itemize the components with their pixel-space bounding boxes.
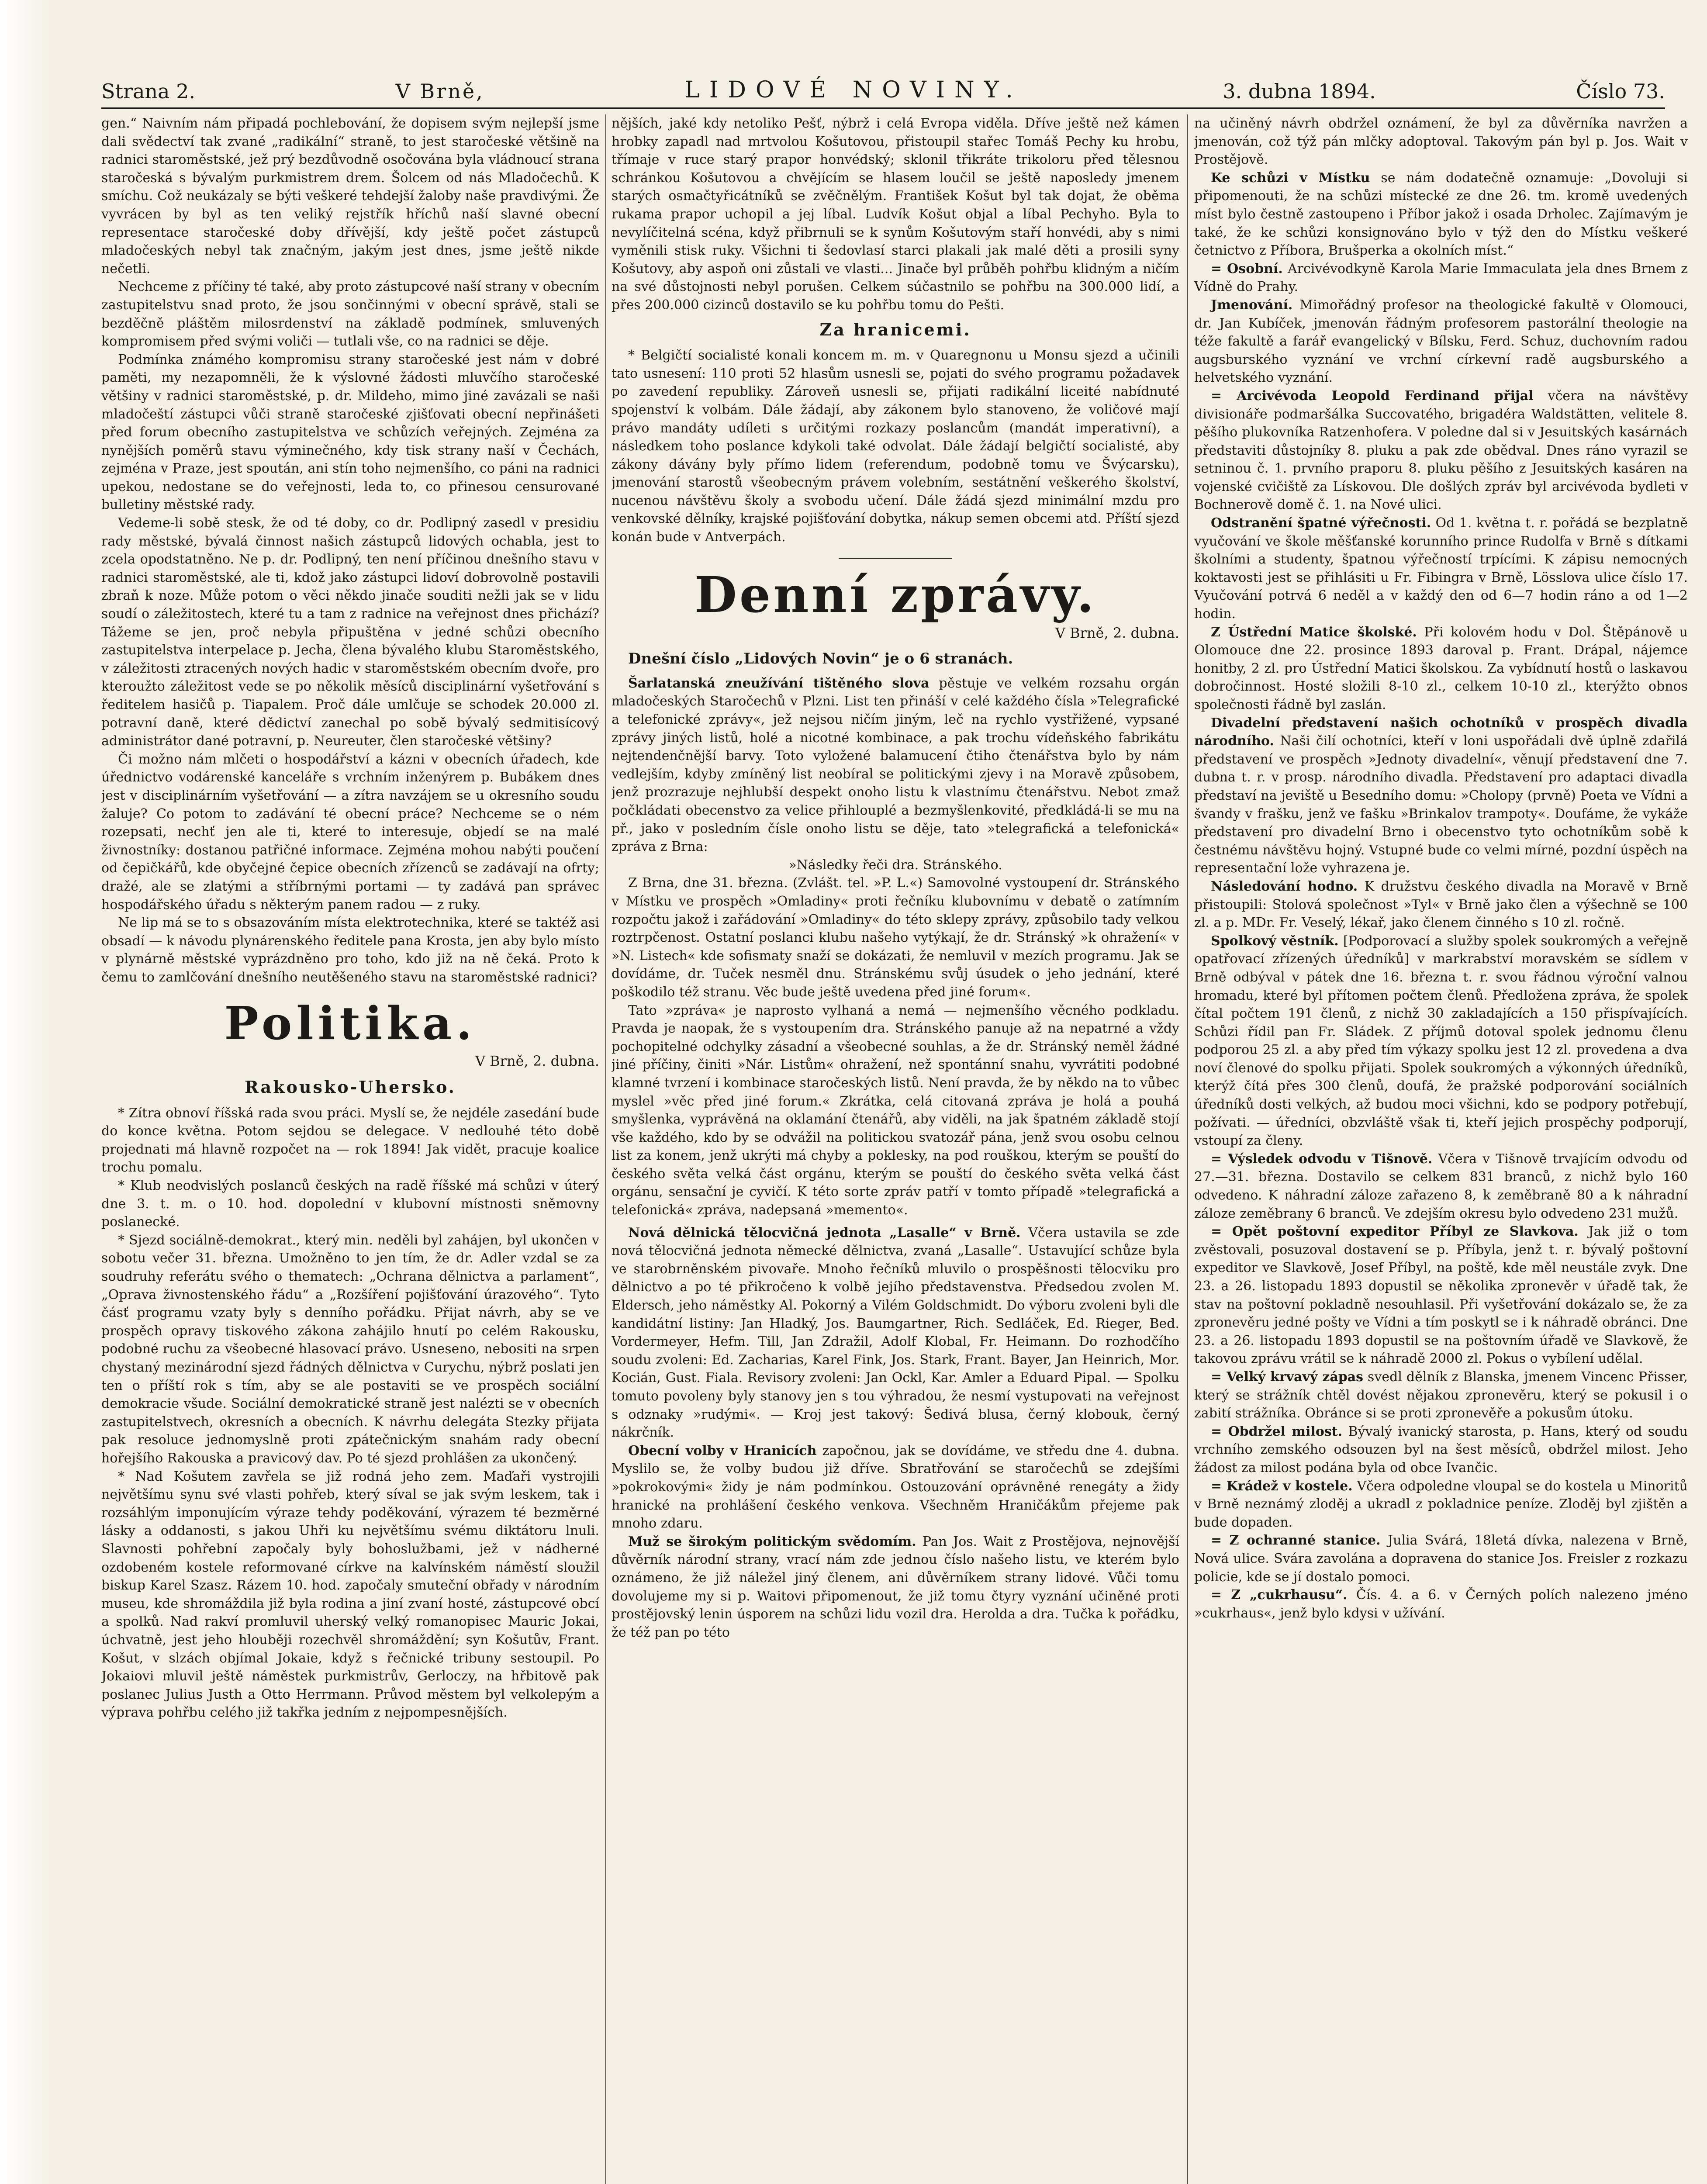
news-body: Julia Svárá, 18letá dívka, nalezena v Brně, Nová ulice. Svára zavolána a dopravena do stanice Jos. Freisler z rozkazu policie, kde se jí dostalo pomoci. [1194,1533,1688,1585]
news-body: započnou, jak se dovídáme, ve středu dne 4. dubna. Myslilo se, že volby budou již dříve. Sbratřování se staročechů se zdejšími »pokrokovými« židy je nám podmínkou. Ostouzování oprávněné renegáty a židy hranické na prohlášení českého venkova. Všechněm Hraničákům přejeme pak mnoho zdaru. [612,1443,1179,1531]
header-city: V Brně, [395,79,484,103]
news-item: * Zítra obnoví říšská rada svou práci. Myslí se, že nejdéle zasedání bude do konce května. Potom sejdou se delegace. V nedlouhé této době projednati má hlavně rozpočet na — rok 1894! Jak vidět, pracuje koalice trochu pomalu. [101,1105,599,1175]
news-body: Včera ustavila se zde nová tělocvičná jednota německé dělnictva, zvaná „Lasalle“. Ustavující schůze byla ve starobrněnském pivovaře. Mnoho řečníků mluvilo o prospěšnosti tělocviku pro dělnictvo a po té přikročeno k volbě jejího představenstva. Předsedou zvolen M. Eldersch, jeho náměstky Al. Pokorný a Vilém Goldschmidt. Do výboru zvoleni byli dle kandidátní listiny: Jan Hladký, Jos. Baumgartner, Rich. Sedláček, Ed. Rieger, Bed. Vordermeyer, Hefm. Till, Jan Zdražil, Adolf Klobal, Fr. Heimann. Do rozhodčího soudu zvoleni: Ed. Zacharias, Karel Fink, Jos. Stark, Frant. Bayer, Jan Heinrich, Mor. Kocián, Gust. Fiala. Revisory zvoleni: Jan Ockl, Kar. Amler a Eduard Pipal. — Spolku tomuto povoleny byly stanovy jen s tou výhradou, že nesmí vystupovati na veřejnost s odznaky »rudými«. — Kroj jest takový: Šedivá blusa, černý klobouk, černý nákrčník. [612,1225,1179,1441]
news-body: Jak již o tom zvěstovali, posuzoval dostavení se p. Příbyla, jenž t. r. bývalý poštovní expeditor ve Slavkově, Josef Příbyl, na poště, kde měl neustále zvyk. Dne 23. a 26. listopadu 1893 dopustil se několika zpronevěr v úřadě tak, že stav na poštovní pokladně nesouhlasil. Při vyšetřování dokázalo se, že za zpronevěru jedné pošty ve Vídni a tím poskytl se i k náhradě obránci. Dne 23. a 26. listopadu 1893 dopustil se na poštovním úřadě ve Slavkově, že takovou zprávu vrátil se k náhradě 2000 zl. Pokus o vybílení udělal. [1194,1224,1688,1367]
news-body: pěstuje ve velkém rozsahu orgán mladočeských Staročechů v Plzni. List ten přináší v celé každého čísla »Telegrafické a telefonické zprávy«, jež nejsou ničím jiným, leč na rychlo vystřižené, vypsané zprávy jiných listů, holé a nicotné kombinace, a pak trochu vídeňského fabrikátu nejtendenčnější barvy. Toto vyložené balamucení čtiho čtenářstva bylo by nám vedlejším, kdyby zmíněný list neobíral se politickými zjevy i na Moravě způsobem, jenž prozrazuje nejhlubší despekt onoho listu k vlastnímu čtenářstvu. Nebot zmaž počkládati obecenstvo za velice přihlouplé a bezmyšlenkovité, předkládá-li se mu na př., jako v posledním čísle onoho listu se děje, tato »telegrafická a telefonická« zpráva z Brna: [612,675,1179,855]
subsection-title: Rakousko-Uhersko. [245,1077,456,1097]
article-paragraph: Nechceme z příčiny té také, aby proto zástupcové naší strany v obecním zastupitelstvu snad proto, že jsou sončinnými v obecní správě, stali se bezděčně pláštěm milosrdenství na základě podmínek, smluvených kompromisem před svými voliči — tutlali vše, co na radnici se děje. [101,279,599,349]
news-body: Tato »zpráva« je naprosto vylhaná a nemá — nejmenšího věcného podkladu. Pravda je naopak, že s vystoupením dra. Stránského panuje až na nepatrné a vždy pochopitelné odchylky zásadní a všeobecné souhlas, a že dr. Stránský neměl žádné jiné příčiny, činiti »Nár. Listům« ohražení, než spontánní snahu, vyvrátiti podobné klamné tvrzení i kombinace staročeských listů. Není pravda, že by někdo na to vůbec myslel »věc před jiné forum.« Zkrátka, celá citovaná zpráva je holá a pouhá smyšlenka, vyprávěná na oklamání čtenářů, aby viděli, na jak špatném základě stojí vše každého, kdo by se odvážil na politickou svatozář pána, jenž svou osobu celnou list za konem, jenž ukrýti má chyby a poklesky, na pod rouškou, kterým se pouští do českého světa velká část orgánu, kterým se pouští do českého světa velká část orgánu, sensační je cyvičí. K této sorte zpráv patří v tomto případě »telegrafická a telefonická« zpráva, nadepsaná »memento«. [612,1002,1179,1218]
news-headline: Jmenování. [1211,297,1293,313]
newspaper-title: LIDOVÉ NOVINY. [684,77,1023,103]
page-number: Strana 2. [101,79,195,103]
news-body: Z Brna, dne 31. března. (Zvlášt. tel. »P. L.«) Samovolné vystoupení dr. Stránského v Místku ve prospěch »Omladiny« proti řečníku klubovnímu v debatě o zatímním rozpočtu jakož i zařádování »Omladiny« do této sklepy zprávy, způsobilo tady velkou roztrpčenost. Ostatní poslanci klubu našeho vytýkají, že dr. Stránský »k ohražení« v »N. Listech« kde sofismaty snaží se dokázati, že nemluvil v mezích programu. Jak se dovídáme, dr. Tuček nesměl dnu. Stránskému svůj úsudek o jeho jednání, které poškodilo též stranu. Věc bude ještě uvedena před jiné forum«. [612,875,1179,1000]
news-headline: = Z ochranné stanice. [1211,1533,1381,1548]
news-body: svedl dělník z Blanska, jmenem Vincenc Přisser, který se strážník chtěl dovést nějakou zpronevěru, který se pokusil i o zabití strážníka. Obránce si se proti zpronevěře a pokusům útoku. [1194,1369,1688,1421]
article-paragraph: Vedeme-li sobě stesk, že od té doby, co dr. Podlipný zasedl v presidiu rady městské, bývalá činnost našich zástupců lidových ochabla, jest to zcela opodstatněno. Ne p. dr. Podlipný, ten není příčinou dnešního stavu v radnici staroměstské, ale ti, kdož jako zástupci lidoví dobrovolně postavili zbraň k noze. Může potom o věci někdo jinače souditi nežli jak se v lidu soudí o záležitostech, které tu a tam z radnice na veřejnost dnes přichází? Tážeme se jen, proč nebyla připuštěna v jedné schůzi obecního zastupitelstva interpelace p. Jecha, člena bývalého klubu Staroměstského, v záležitosti ztracených nových hadic v staroměstském obecním dvoře, pro kteroužto záležitost vede se po několik měsíců disciplinární vyšetřování s ředitelem hasičů p. Tiapalem. Proč dále umlčuje se schodek 20.000 zl. potravní daně, které dědictví zanechal po sobě bývalý sedmitisícový administrátor dané potravní, p. Neureuter, člen staročeské většiny? [101,515,599,749]
subsection-title: Za hranicemi. [819,319,971,339]
column-rule-2 [1187,114,1188,2184]
news-body: Včera odpoledne vloupal se do kostela u Minoritů v Brně neznámý zloděj a ukradl z pokladnice peníze. Zloděj byl zjištěn a bude dopaden. [1194,1478,1688,1530]
news-body: se nám dodatečně oznamuje: „Dovoluji si připomenouti, že na schůzi místecké ze dne 26. tm. kromě uvedených míst bylo čestně zastoupeno i Příbor jakož i osada Drholec. Zajímavým je také, že ke schůzi konsignováno bylo v týž den do Místku veškeré četnictvo z Příbora, Brušperka a okolních míst.“ [1194,170,1688,259]
news-item: * Sjezd sociálně-demokrat., který min. neděli byl zahájen, byl ukončen v sobotu večer 31. března. Umožněno to jen tím, že dr. Adler vzdal se za soudruhy referátu svého o thematech: „Ochrana dělnictva a parlament“, „Oprava živnostenského řádu“ a „Rozšíření pojišťování úrazového“. Tyto čásť programu vzaty byly s denního pořádku. Přijat návrh, aby se ve prospěch opravy tiskového zákona zahájilo hnutí po celém Rakousku, podobné ruchu za všeobecné hlasovací právo. Usneseno, nebositi na srpen chystaný mezinárodní sjezd řádných dělnictva v Curychu, nýbrž poslati jen ten o příští rok s tím, aby se ale postaviti se ve prospěch sociální demokracie všude. Sociální demokratické straně jest nalézti se v obecních zastupitelstvech, okresních a obecních. K návrhu delegáta Stezky přijata pak resoluce jednomyslně proti zpátečnickým snahám rady obecní hořejšího Rakouska a pravicový dav. Po té sjezd prohlášen za ukončený. [101,1232,599,1466]
column-1 [101,114,599,2184]
news-headline: Ke schůzi v Místku [1211,170,1370,186]
news-headline: Dnešní číslo „Lidových Novin“ je o 6 stranách. [628,650,1013,668]
news-item: * Klub neodvislých poslanců českých na radě říšské má schůzi v úterý dne 3. t. m. o 10. hod. dopolední v klubovní místnosti sněmovny poslanecké. [101,1178,599,1230]
news-headline: Z Ústřední Matice školské. [1211,624,1417,640]
news-headline: Odstranění špatné výřečnosti. [1211,515,1431,531]
article-paragraph: Či možno nám mlčeti o hospodářství a kázni v obecních úřadech, kde úřednictvo vodárenské kanceláře s vrchním inženýrem p. Bubákem dnes jest v disciplinárním vyšetřování — a zítra navzájem se u okresního soudu žaluje? Co potom to zadávání té obecní práce? Nechceme se o ném rozepsati, nechť jen ale ti, které to interesuje, objedí se na malé živnostníky: dostanou patřičné informace. Zejména mohou nabýti poučení od čepičkářů, kde obyčejné čepice obecních zřízenců se zadávají na ofrty; dražé, ale se zlatými a stříbrnými portami — ty zadává pan správec hospodářského úřadu s některým panem radou — z ruky. [101,751,599,912]
news-body: Včera v Tišnově trvajícím odvodu od 27.—31. března. Dostavilo se celkem 831 branců, z nichž bylo 160 odvedeno. K náhradní záloze zařazeno 8, k zeměbraně 80 a k náhradní záloze zeměbrany 6 branců. Ve zdejším okresu bylo odvedeno 231 mužů. [1194,1151,1688,1221]
header-rule [101,107,1665,109]
news-headline: = Obdržel milost. [1211,1424,1343,1439]
quoted-heading: »Následky řeči dra. Stránského. [788,857,1002,873]
article-paragraph: Ne lip má se to s obsazováním místa elektrotechnika, které se taktéž asi obsadí — k návodu plynárenského ředitele pana Krosta, jen aby bylo místo v plynárně městské vyprázdněno pro toho, kdo již na ně čeká. Proto k čemu to zamlčování dnešního neutěšeného stavu na staroměstské radnici? [101,915,599,985]
article-paragraph: Podmínka známého kompromisu strany staročeské jest nám v dobré paměti, my nezapomněli, že k výslovné žádosti mluvčího staročeské většiny v radnici staroměstské, p. dr. Mildeho, mimo jiné zavázali se naši mladočeští zástupci vůči straně staročeské zjišťovati obecní nepřinášeti před forum obecního zastupitelstva ve schůzích veřejných. Zejména za nynějších poměrů stavu výminečného, kdy tisk strany naší v Čechách, zejména v Praze, jest spoután, ani stín toho nejmenšího, co páni na radnici upekou, nedostane se do veřejnosti, leda to, co přinesou censurované bulletiny městské rady. [101,352,599,513]
news-body: Od 1. května t. r. pořádá se bezplatně vyučování ve škole měšťanské korunního prince Rudolfa v Brně s dítkami školními a studenty, špatnou výřečností trpícími. K zápisu nemocných koktavosti jest se přihlásiti u Fr. Fibingra v Brně, Lösslova ulice číslo 17. Vyučování potrvá 6 neděl a v každý den od 6—7 hodin ráno a od 1—2 hodin. [1194,515,1688,622]
news-body: Bývalý ivanický starosta, p. Hans, který od soudu vrchního zemského odsouzen byl na šest měsíců, obdržel milost. Jeho žádost za milost podána byla od obce Ivančic. [1194,1424,1688,1476]
news-headline: Divadelní představení našich ochotníků v prospěch divadla národního. [1194,715,1688,749]
section-title-politika: Politika. [224,996,477,1050]
news-body: Mimořádný profesor na theologické fakultě v Olomouci, dr. Jan Kubíček, jmenován řádným profesorem pastorální theologie na téže fakultě a farář evangelický v Bílsku, Ferd. Schuz, duchovním radou augsburského vyznání ve vrchní církevní radě augsburského a helvetského vyznání. [1194,297,1688,386]
news-body: Při kolovém hodu v Dol. Štěpánově u Olomouce dne 22. prosince 1893 daroval p. Frant. Drápal, nájemce honitby, 2 zl. pro Ústřední Matici školskou. Za vybídnutí hostů o laskavou dobročinnost. Hosté složili 8-10 zl., celkem 10-10 zl., kterýžto obnos společnosti řádně byl zaslán. [1194,624,1688,712]
news-body: Čís. 4. a 6. v Černých polích nalezeno jméno »cukrhaus«, jenž bylo kdysi v užívání. [1194,1587,1688,1621]
dateline: V Brně, 2. dubna. [475,1052,599,1069]
column-rule-1 [605,114,606,2184]
news-headline: = Velký krvavý zápas [1211,1369,1364,1385]
news-headline: = Z „cukrhausu“. [1211,1587,1348,1603]
article-paragraph: nějších, jaké kdy netoliko Pešť, nýbrž i celá Evropa viděla. Dříve ještě než kámen hrobky zapadl nad mrtvolou Košutovou, přistoupil stařec Tomáš Pechy ku hrobu, třímaje v ruce starý prapor honvédský; sklonil třikráte trikoloru před tělesnou schránkou Košutovou a chvějícím se hlasem loučil se ještě naposledy jmenem starých osmačtyřicátníků se zvěčnělým. František Košut byl tak dojat, že oběma rukama prapor uchopil a jej líbal. Ludvík Košut objal a líbal Pechyho. Byla to nevylíčitelná scéna, když přibrnuli se k synům Košutovým staří honvédi, aby s nimi vyměnili stisk ruky. Všichni ti šedovlasí starci plakali jak malé děti a prosili syny Košutovy, aby aspoň oni zůstali ve vlasti... Jinače byl průběh pohřbu klidným a ničím na své důstojnosti nebyl porušen. Celkem súčastnilo se pohřbu na 300.000 lidí, a přes 200.000 cizinců dostavilo se ku pohřbu tomu do Pešti. [612,116,1179,313]
news-body: včera na návštěvy divisionáře podmaršálka Succovatého, brigadéra Waldstätten, velitele 8. pěšího plukovníka Ratzenhofera. V poledne dal si v Jesuitských kasárnách představiti důstojníky 8. pluku a pak zde obědval. Dnes ráno vyrazil se setninou č. 1. prvního praporu 8. pluku pěšího z Jesuitských kasáren na vojenské cvičiště za Lískovou. Dle došlých zpráv byl arcivévoda bydleti v Bochnerově domě č. 1. na Nové ulici. [1194,388,1688,513]
news-headline: Muž se širokým politickým svědomím. [628,1534,916,1549]
news-headline: Nová dělnická tělocvičná jednota „Lasalle“ v Brně. [628,1225,1021,1241]
section-title-denni-zpravy: Denní zprávy. [694,566,1097,624]
news-body: [Podporovací a služby spolek soukromých a veřejně opatřovací zřízených úředníků] v markrabství moravském se sídlem v Brně odbýval v pátek dne 16. března t. r. svou řádnou výroční valnou hromadu, které byl přítomen počtem členů. Předložena zpráva, že spolek čítal počtem 191 členů, z nichž 30 zakladajících a 150 přispívajících. Schůzi řídil pan Fr. Sládek. Z příjmů dotoval spolek jednomu členu podporou 25 zl. a aby před tím výkazy spolku jest 12 zl. provedena a dva noví členové do spolku přijati. Spolek soukromých a výkonných úředníků, kterýž čítá přes 300 členů, doufá, že pražské podporování sociálních úředníků dosti velkých, až budou moci všichni, kdo se podpory potřebují, požívati. — úředníci, obzvláště však ti, kteří jejich prospěchy podporují, vstoupí za členy. [1194,933,1688,1149]
column-2 [612,114,1179,2184]
news-headline: Následování hodno. [1211,878,1358,894]
news-body: K družstvu českého divadla na Moravě v Brně přistoupili: Stolová společnost »Tyl« v Brně jako člen a výšechně se 100 zl. a p. MDr. Fr. Veselý, lékař, jako členem činného s 10 zl. ročně. [1194,878,1688,931]
news-item: * Nad Košutem zavřela se již rodná jeho zem. Maďaři vystrojili největšímu synu své vlasti pohřeb, který síval se jak svým leskem, tak i rozsáhlým imponujícím výraze tehdy poděkování, výrazem té bezměrné lásky a oddanosti, s jakou Uhři ku největšímu svému diktátoru lnuli. Slavnosti pohřební započaly byly bohoslužbami, jež v nádherné ozdobeném kostele reformované církve na kalvínském náměstí sloužil biskup Karel Szasz. Rázem 10. hod. započaly smuteční obřady v národním museu, kde shromáždila již byla rodina a jiní zvaní hosté, zástupcové obcí a spolků. Nad rakví promluvil uherský velký romanopisec Mauric Jokai, úchvatně, jest jeho hlouběji rozechvěl shromáždění; syn Košutův, Frant. Košut, v slzách objímal Jokaie, když s řečnické tribuny sestoupil. Po Jokaiovi mluvil ještě náměstek purkmistrův, Gerloczy, na hřbitově pak poslanec Julius Justh a Otto Herrmann. Průvod městem byl velkolepým a výprava pohřbu celého již takřka jedním z nejpompesnějších. [101,1469,599,1721]
news-body: Pan Jos. Wait z Prostějova, nejnovější důvěrník národní strany, vrací nám zde jednou číslo našeho listu, ve kterém bylo oznámeno, že již náležel jiný členem, ani důvěrníkem strany lidové. Vůči tomu dovolujeme my si p. Waitovi připomenout, že již tomu čtyry vyznání učiněné proti prostějovský lenin úsporem na schůzi lidu vozil dra. Herolda a dra. Tučka k pořádku, že též pan po této [612,1534,1179,1640]
news-headline: Spolkový věstník. [1211,933,1339,949]
news-headline: = Krádež v kostele. [1211,1478,1353,1494]
news-body: Arcivévodkyně Karola Marie Immaculata jela dnes Brnem z Vídně do Prahy. [1194,261,1688,295]
news-headline: = Osobní. [1211,261,1283,276]
column-3 [1194,114,1688,2184]
issue-number: Číslo 73. [1576,79,1665,103]
news-headline: Obecní volby v Hranicích [628,1443,817,1458]
scan-edge [0,0,57,2184]
news-headline: = Výsledek odvodu v Tišnově. [1211,1151,1433,1167]
page-header [101,55,1665,103]
news-headline: Šarlatanská zneužívání tištěného slova [628,675,930,691]
article-paragraph: gen.“ Naivním nám připadá pochlebování, že dopisem svým nejlepší jsme dali svědectví tak zvané „radikální“ straně, to jest staročeské většině na radnici staroměstské, jež prý bezdůvodně osočována byla vládnoucí strana staročeská s bývalým purkmistrem drem. Šolcem od nás Mladočechů. K smíchu. Což neukázaly se býti veškeré tehdejší žaloby naše pravdivými. Že vyvrácen by byl as ten veliký rejstřík hříchů naší slavné obecní representace staročeské doby dřívější, kdy ještě počet zástupců mladočeských nebyl tak značným, jakým jest dnes, jsme ještě nikde nečetli. [101,116,599,276]
news-headline: = Arcivévoda Leopold Ferdinand přijal [1211,388,1534,404]
news-body: Naši čilí ochotníci, kteří v loni uspořádali dvě úplně zdařilá představení ve prospěch »Jednoty divadelní«, věnují představení dne 7. dubna t. r. v prosp. národního divadla. Představení pro adaptaci divadla představí na jeviště u Besedního domu: »Cholopy (prvně) Poeta ve Vídni a švandy v frašku, jenž ve fašku »Brinkalov trampoty«. Doufáme, že vykáže představení pro divadelní Brno i obecenstvo tyto ochotníkům sobě k čestnému návštěvu hojný. Vstupné bude co velmi mírné, pozdní úspěch na representační lože vyhrazena je. [1194,733,1688,876]
news-headline: = Opět poštovní expeditor Příbyl ze Slavkova. [1211,1224,1579,1240]
news-item: * Belgičtí socialisté konali koncem m. m. v Quaregnonu u Monsu sjezd a učinili tato usnesení: 110 proti 52 hlasům usnesli se, pojati do svého programu požadavek po zavedení republiky. Zároveň usnesli se, přijati radikální liceité nabídnuté spojenství k volbám. Dále žádají, aby zákonem bylo stanoveno, že voličové mají právo mandáty udíleti s určitými rozkazy poslancům (mandát imperativní), a následkem toho poslance kdykoli také odvolat. Dále žádají belgičtí socialisté, aby zákony dávány byly přímo lidem (referendum, podobně tomu ve Švýcarsku), jmenování starostů všeobecným právem volebním, sestátnění veškerého školství, nucenou návštěvu školy a svobodu učení. Dále žádá sjezd minimální mzdu pro venkovské dělníky, krajské pojišťování dobytka, nákup semen obcemi atd. Příští sjezd konán bude v Antverpách. [612,348,1179,545]
dateline: V Brně, 2. dubna. [1055,624,1179,641]
header-date: 3. dubna 1894. [1223,79,1376,103]
article-paragraph: na učiněný návrh obdržel oznámení, že byl za důvěrníka navržen a jmenován, což týž pán mlčky adoptoval. Takovým pán byl p. Jos. Wait v Prostějově. [1194,116,1688,168]
separator-rule [839,558,952,559]
